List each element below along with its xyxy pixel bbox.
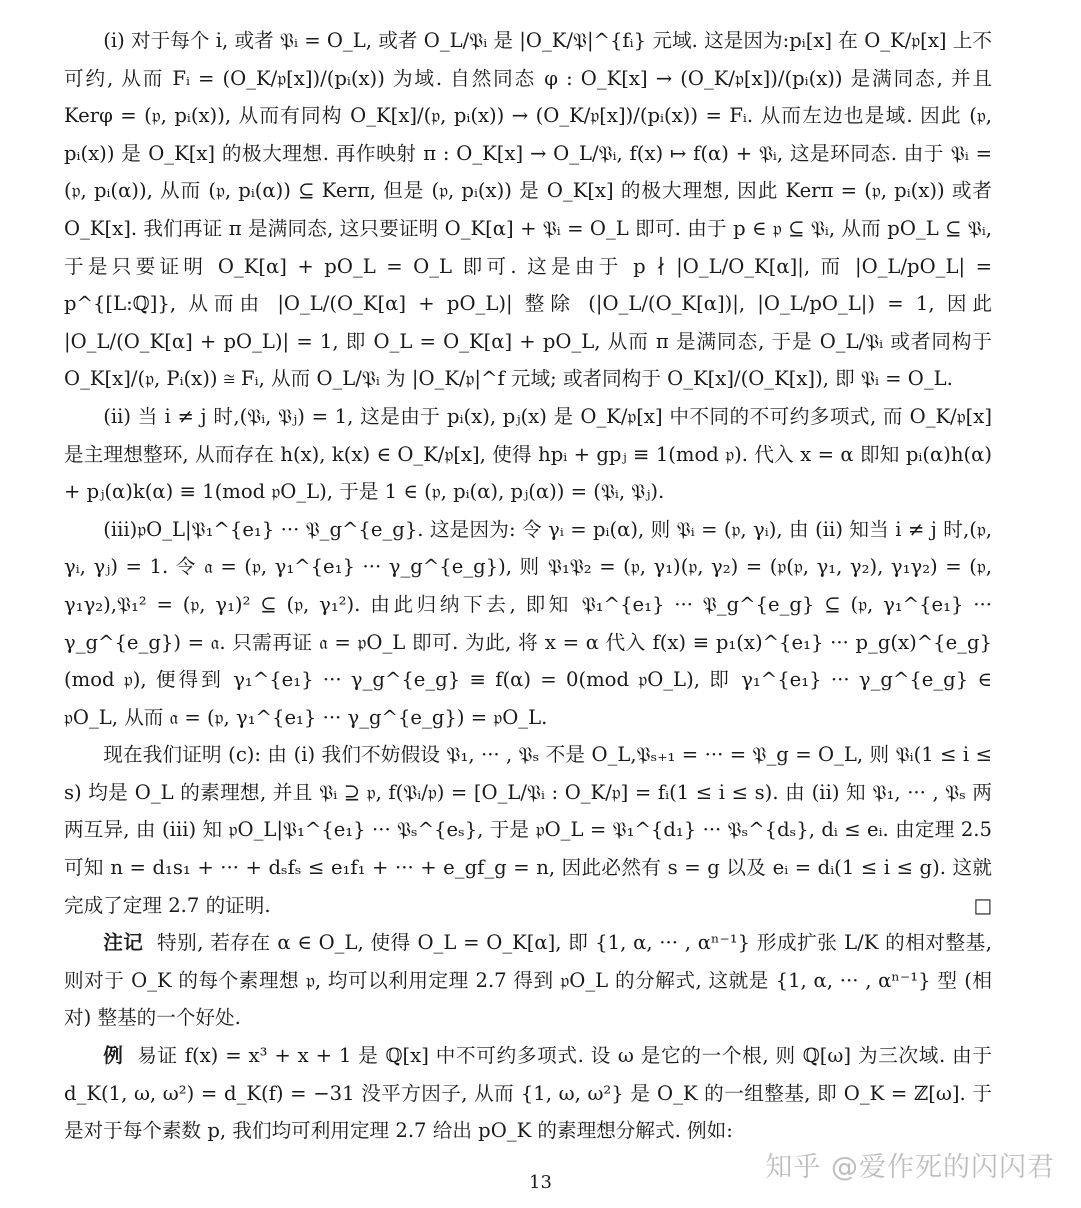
paragraph-proof-c bbox=[64, 736, 992, 924]
paragraph-text: (iii)𝔭O_L|𝔓₁^{e₁} ··· 𝔓_g^{e_g}. 这是因为: 令 γᵢ = pᵢ(α), 则 𝔓ᵢ = (𝔭, γᵢ), 由 (ii) 知当 i ≠ j 时,(𝔭, γᵢ, γⱼ) = 1. 令 𝔞 = (𝔭, γ₁^{e₁} ··· γ_g^{e_g}), 则 𝔓₁𝔓₂ = (𝔭, γ₁)(𝔭, γ₂) = (𝔭(𝔭, γ₁, γ₂), γ₁γ₂) = (𝔭, γ₁γ₂),𝔓₁² = (𝔭, γ₁)² ⊆ (𝔭, γ₁²). 由此归纳下去, 即知 𝔓₁^{e₁} ··· 𝔓_g^{e_g} ⊆ (𝔭, γ₁^{e₁} ··· γ_g^{e_g}) = 𝔞. 只需再证 𝔞 = 𝔭O_L 即可. 为此, 将 x = α 代入 f(x) ≡ p₁(x)^{e₁} ··· p_g(x)^{e_g}(mod 𝔭), 便得到 γ₁^{e₁} ··· γ_g^{e_g} ≡ f(α) = 0(mod 𝔭O_L), 即 γ₁^{e₁} ··· γ_g^{e_g} ∈ 𝔭O_L, 从而 𝔞 = (𝔭, γ₁^{e₁} ··· γ_g^{e_g}) = 𝔭O_L. bbox=[64, 517, 992, 729]
paragraph-part-ii bbox=[64, 398, 992, 511]
paragraph-text: (ii) 当 i ≠ j 时,(𝔓ᵢ, 𝔓ⱼ) = 1, 这是由于 pᵢ(x), pⱼ(x) 是 O_K/𝔭[x] 中不同的不可约多项式, 而 O_K/𝔭[x] 是主理想整环, 从而存在 h(x), k(x) ∈ O_K/𝔭[x], 使得 hpᵢ + gpⱼ ≡ 1(mod 𝔭). 代入 x = α 即知 pᵢ(α)h(α) + pⱼ(α)k(α) ≡ 1(mod 𝔭O_L), 于是 1 ∈ (𝔭, pᵢ(α), pⱼ(α)) = (𝔓ᵢ, 𝔓ⱼ). bbox=[64, 404, 992, 504]
paragraph-example bbox=[64, 1037, 992, 1150]
paragraph-text: (i) 对于每个 i, 或者 𝔓ᵢ = O_L, 或者 O_L/𝔓ᵢ 是 |O_K/𝔓|^{fᵢ} 元域. 这是因为:pᵢ[x] 在 O_K/𝔭[x] 上不可约, 从而 Fᵢ = (O_K/𝔭[x])/(pᵢ(x)) 为域. 自然同态 φ : O_K[x] → (O_K/𝔭[x])/(pᵢ(x)) 是满同态, 并且 Kerφ = (𝔭, pᵢ(x)), 从而有同构 O_K[x]/(𝔭, pᵢ(x)) → (O_K/𝔭[x])/(pᵢ(x)) = Fᵢ. 从而左边也是域. 因此 (𝔭, pᵢ(x)) 是 O_K[x] 的极大理想. 再作映射 π : O_K[x] → O_L/𝔓ᵢ, f(x) ↦ f(α) + 𝔓ᵢ, 这是环同态. 由于 𝔓ᵢ = (𝔭, pᵢ(α)), 从而 (𝔭, pᵢ(α)) ⊆ Kerπ, 但是 (𝔭, pᵢ(x)) 是 O_K[x] 的极大理想, 因此 Kerπ = (𝔭, pᵢ(x)) 或者 O_K[x]. 我们再证 π 是满同态, 这只要证明 O_K[α] + 𝔓ᵢ = O_L 即可. 由于 p ∈ 𝔭 ⊆ 𝔓ᵢ, 从而 pO_L ⊆ 𝔓ᵢ, 于是只要证明 O_K[α] + pO_L = O_L 即可. 这是由于 p ∤ |O_L/O_K[α]|, 而 |O_L/pO_L| = p^{[L:ℚ]}, 从而由 |O_L/(O_K[α] + pO_L)| 整除 (|O_L/(O_K[α])|, |O_L/pO_L|) = 1, 因此 |O_L/(O_K[α] + pO_L)| = 1, 即 O_L = O_K[α] + pO_L, 从而 π 是满同态, 于是 O_L/𝔓ᵢ 或者同构于 O_K[x]/(𝔭, Pᵢ(x)) ≅ Fᵢ, 从而 O_L/𝔓ᵢ 为 |O_K/𝔭|^f 元域; 或者同构于 O_K[x]/(O_K[x]), 即 𝔓ᵢ = O_L. bbox=[64, 29, 992, 391]
page-body bbox=[64, 22, 992, 1150]
paragraph-text: 易证 f(x) = x³ + x + 1 是 ℚ[x] 中不可约多项式. 设 ω 是它的一个根, 则 ℚ[ω] 为三次域. 由于 d_K(1, ω, ω²) = d_K(f) = −31 没平方因子, 从而 {1, ω, ω²} 是 O_K 的一组整基, 即 O_K = ℤ[ω]. 于是对于每个素数 p, 我们均可利用定理 2.7 给出 pO_K 的素理想分解式. 例如: bbox=[64, 1044, 992, 1143]
qed-symbol: □ bbox=[973, 893, 992, 917]
paragraph-text: 现在我们证明 (c): 由 (i) 我们不妨假设 𝔓₁, ··· , 𝔓ₛ 不是 O_L,𝔓ₛ₊₁ = ··· = 𝔓_g = O_L, 则 𝔓ᵢ(1 ≤ i ≤ s) 均是 O_L 的素理想, 并且 𝔓ᵢ ⊇ 𝔭, f(𝔓ᵢ/𝔭) = [O_L/𝔓ᵢ : O_K/𝔭] = fᵢ(1 ≤ i ≤ s). 由 (ii) 知 𝔓₁, ··· , 𝔓ₛ 两两互异, 由 (iii) 知 𝔭O_L|𝔓₁^{e₁} ··· 𝔓ₛ^{eₛ}, 于是 𝔭O_L = 𝔓₁^{d₁} ··· 𝔓ₛ^{dₛ}, dᵢ ≤ eᵢ. 由定理 2.5 可知 n = d₁s₁ + ··· + dₛfₛ ≤ e₁f₁ + ··· + e_gf_g = n, 因此必然有 s = g 以及 eᵢ = dᵢ(1 ≤ i ≤ g). 这就完成了定理 2.7 的证明. bbox=[64, 743, 992, 917]
paragraph-part-iii bbox=[64, 511, 992, 737]
paragraph-lead: 注记 bbox=[103, 931, 144, 955]
watermark: 知乎 @爱作死的闪闪君 bbox=[765, 1152, 1055, 1183]
paragraph-remark bbox=[64, 924, 992, 1037]
page-number: 13 bbox=[529, 1172, 552, 1193]
paragraph-text: 特别, 若存在 α ∈ O_L, 使得 O_L = O_K[α], 即 {1, α, ··· , αⁿ⁻¹} 形成扩张 L/K 的相对整基, 则对于 O_K 的每个素理想 𝔭, 均可以利用定理 2.7 得到 𝔭O_L 的分解式, 这就是 {1, α, ··· , αⁿ⁻¹} 型 (相对) 整基的一个好处. bbox=[64, 931, 992, 1030]
paragraph-part-i bbox=[64, 22, 992, 398]
paragraph-lead: 例 bbox=[103, 1044, 124, 1068]
